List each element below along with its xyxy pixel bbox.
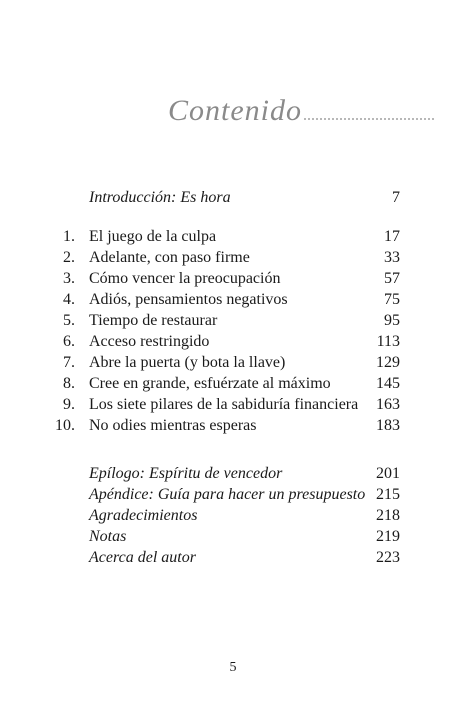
toc-entry-chapter[interactable] [0,289,466,311]
toc-entry-page: 57 [384,270,400,287]
toc-entry-intro[interactable] [0,187,466,209]
toc-entry-label: Notas [89,528,127,545]
toc-entry-chapter[interactable] [0,310,466,332]
toc-entry-chapter[interactable] [0,331,466,353]
toc-entry-label: Los siete pilares de la sabiduría financiera [89,396,359,413]
toc-entry-page: 75 [384,291,400,308]
toc-entry-number: 5. [63,312,75,329]
toc-entry-label: El juego de la culpa [89,228,217,245]
toc-entry-page: 215 [376,486,400,503]
toc-entry-back-matter[interactable] [0,505,466,527]
toc-entry-label: Introducción: Es hora [89,189,231,206]
toc-entry-label: Epílogo: Espíritu de vencedor [89,465,283,482]
toc-entry-label: Acceso restringido [89,333,210,350]
toc-entry-page: 33 [384,249,400,266]
toc-entry-label: Cree en grande, esfuérzate al máximo [89,375,331,392]
toc-entry-label: Abre la puerta (y bota la llave) [89,354,286,371]
toc-entry-number: 8. [63,375,75,392]
toc-entry-chapter[interactable] [0,352,466,374]
toc-entry-chapter[interactable] [0,268,466,290]
toc-entry-chapter[interactable] [0,394,466,416]
toc-entry-page: 95 [384,312,400,329]
toc-entry-label: No odies mientras esperas [89,417,257,434]
toc-entry-label: Agradecimientos [89,507,198,524]
toc-entry-number: 6. [63,333,75,350]
toc-entry-chapter[interactable] [0,415,466,437]
toc-entry-page: 163 [376,396,400,413]
toc-entry-number: 2. [63,249,75,266]
toc-entry-number: 7. [63,354,75,371]
page-title-block [168,94,434,128]
toc-entry-number: 1. [63,228,75,245]
toc-entry-page: 17 [384,228,400,245]
toc-entry-page: 113 [376,333,400,350]
toc-entry-number: 10. [55,417,75,434]
toc-entry-label: Adiós, pensamientos negativos [89,291,288,308]
toc-entry-page: 129 [376,354,400,371]
toc-entry-page: 223 [376,549,400,566]
toc-entry-page: 183 [376,417,400,434]
toc-entry-number: 4. [63,291,75,308]
page-title: Contenido [168,94,302,127]
toc-entry-chapter[interactable] [0,247,466,269]
toc-entry-page: 218 [376,507,400,524]
toc-entry-label: Tiempo de restaurar [89,312,218,329]
toc-entry-back-matter[interactable] [0,547,466,569]
title-dot-leader [304,112,434,120]
toc-entry-back-matter[interactable] [0,463,466,485]
toc-entry-label: Adelante, con paso firme [89,249,250,266]
toc-entry-chapter[interactable] [0,373,466,395]
toc-entry-number: 3. [63,270,75,287]
page-number: 5 [229,660,237,675]
toc-entry-page: 7 [392,189,400,206]
toc-entry-label: Cómo vencer la preocupación [89,270,281,287]
toc-entry-label: Apéndice: Guía para hacer un presupuesto [89,486,366,503]
toc-entry-label: Acerca del autor [89,549,196,566]
toc-entry-back-matter[interactable] [0,484,466,506]
toc-entry-back-matter[interactable] [0,526,466,548]
toc-entry-page: 219 [376,528,400,545]
toc-entry-number: 9. [63,396,75,413]
toc-entry-chapter[interactable] [0,226,466,248]
toc-entry-page: 145 [376,375,400,392]
toc-entry-page: 201 [376,465,400,482]
